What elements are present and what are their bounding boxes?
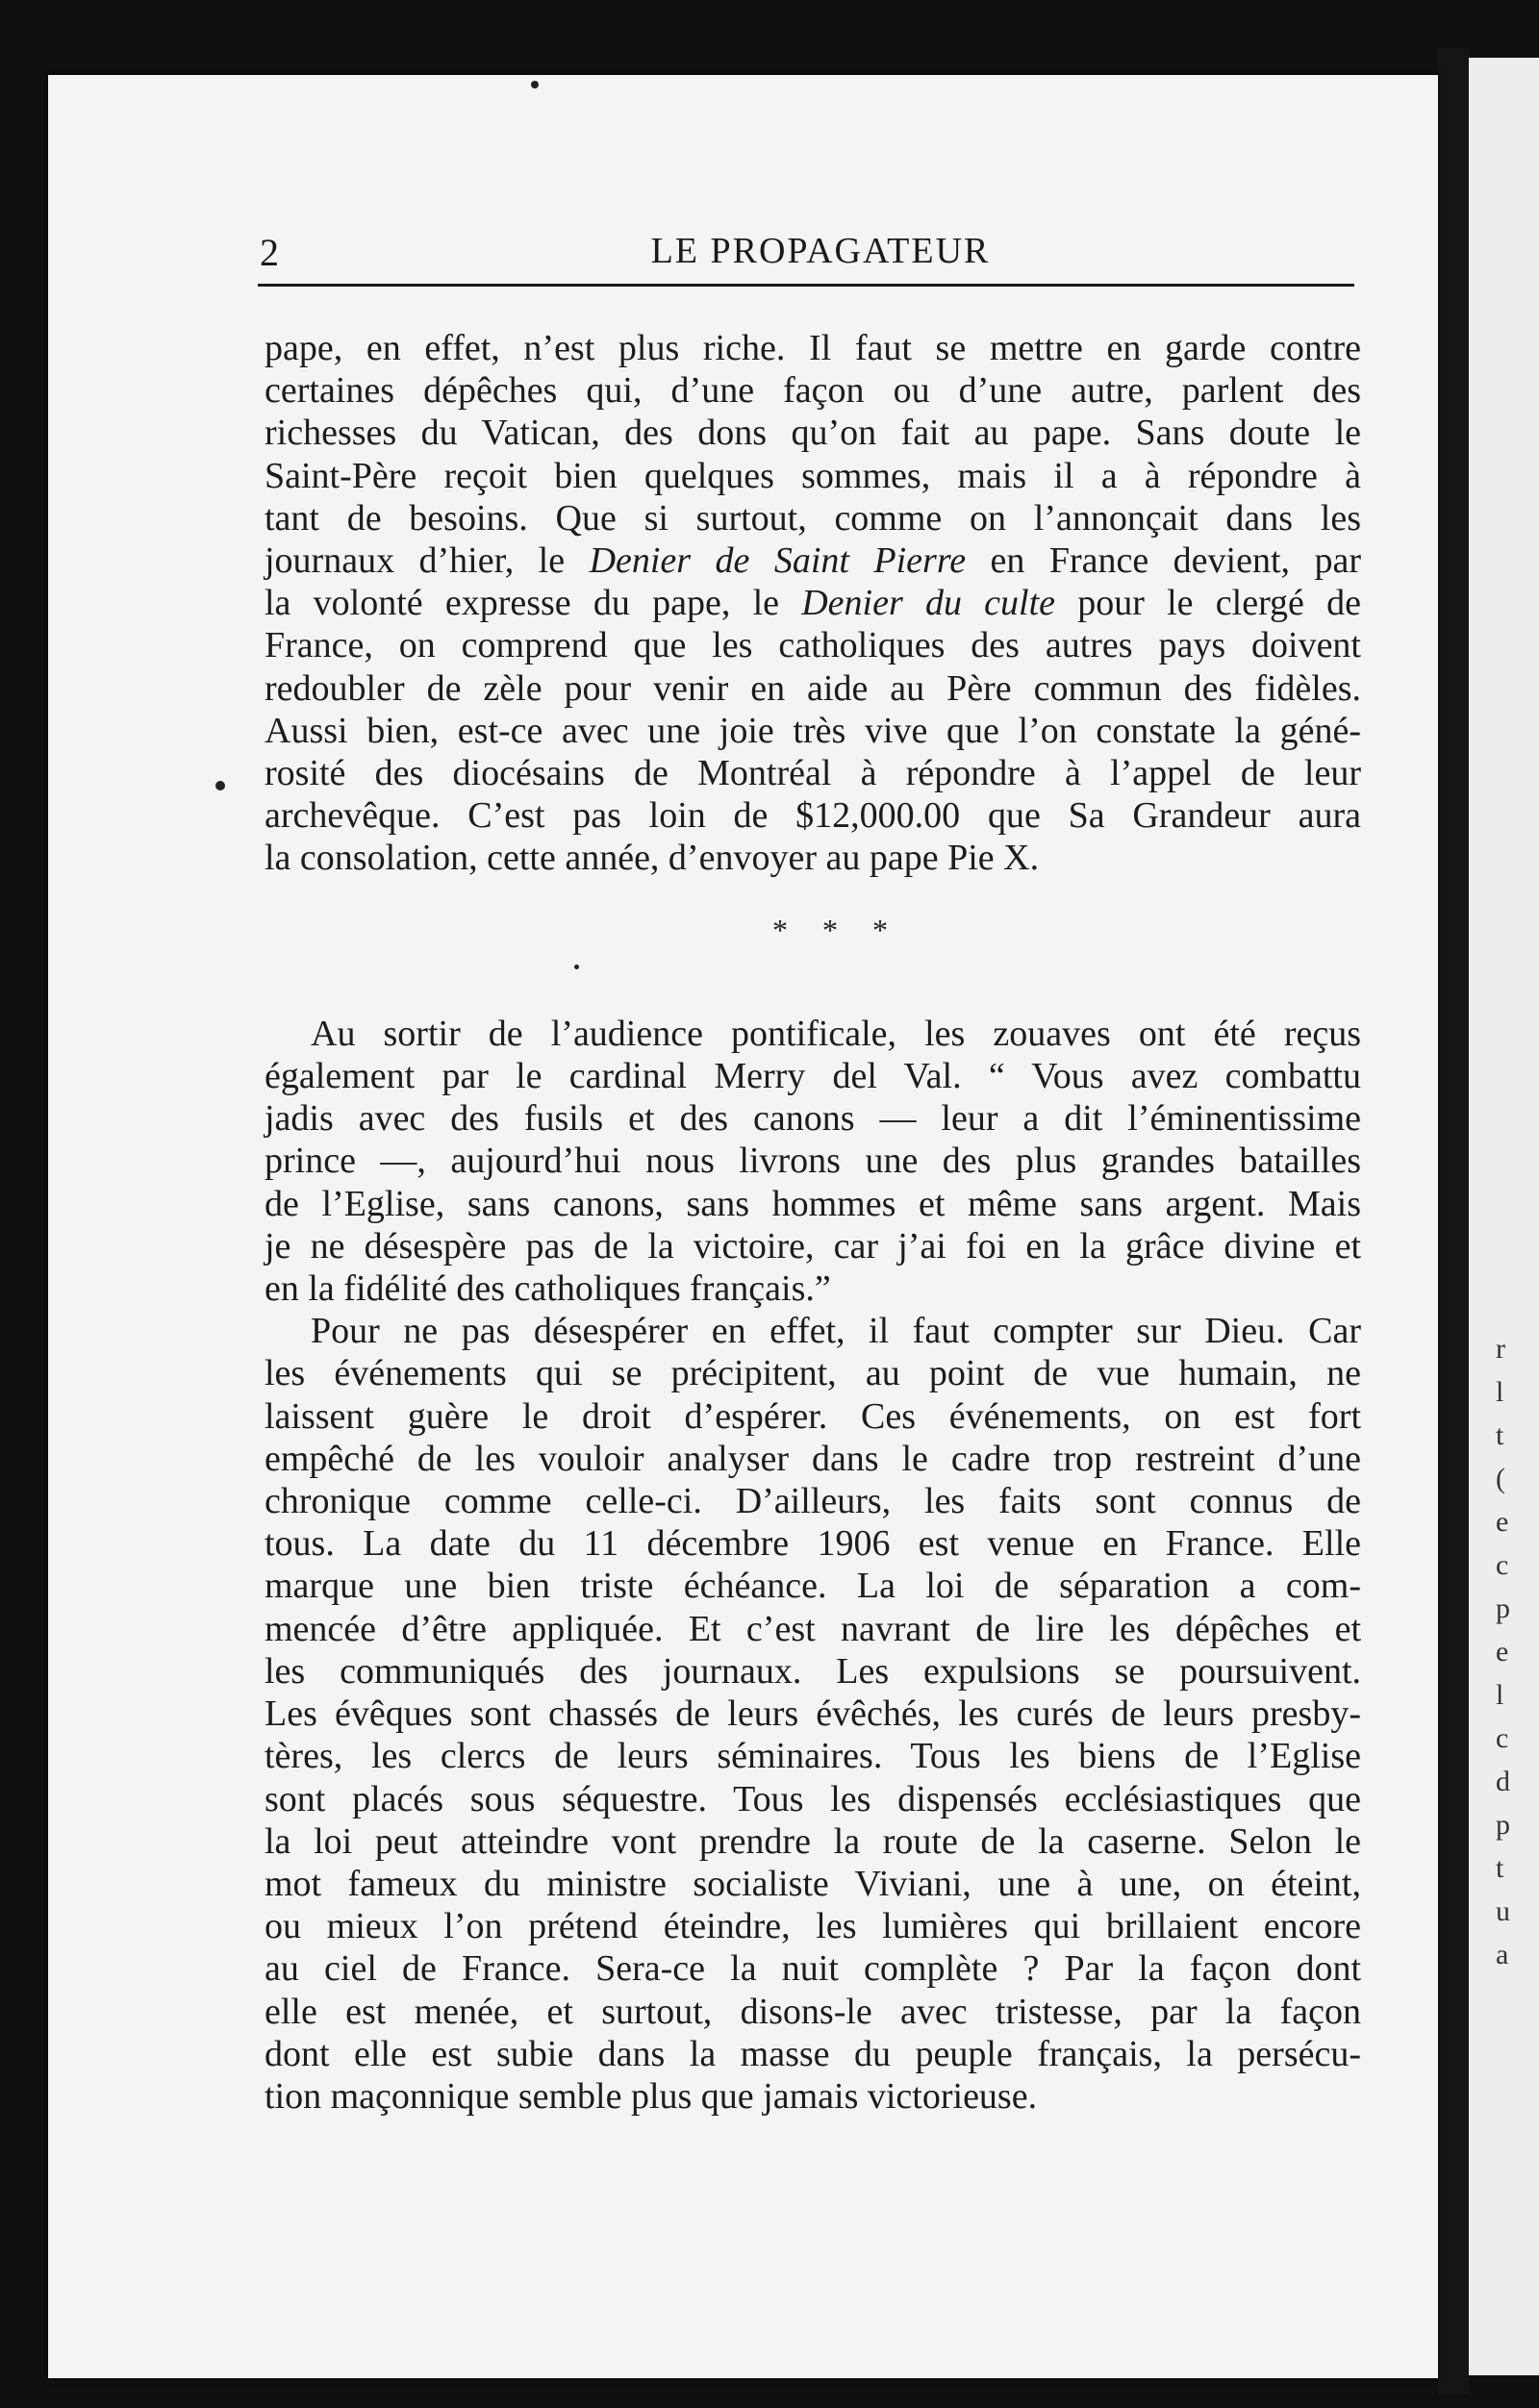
- text-line: laissent guère le droit d’espérer. Ces événements, on est fort: [265, 1395, 1361, 1437]
- text-run: pour le clergé de: [1055, 583, 1361, 624]
- text-line: je ne désespère pas de la victoire, car j’ai foi en la grâce divine et: [265, 1225, 1361, 1267]
- text-line: également par le cardinal Merry del Val. “ Vous avez combattu: [265, 1056, 1361, 1097]
- edge-fragment: c: [1496, 1549, 1509, 1581]
- text-run: en France devient, par: [966, 540, 1361, 582]
- edge-fragment: u: [1496, 1895, 1510, 1927]
- edge-fragment: a: [1496, 1939, 1509, 1970]
- edge-fragment: e: [1496, 1636, 1509, 1668]
- text-run: rosité des diocésains de Montréal à répondre à l’appel de leur: [265, 753, 1361, 794]
- text-run: redoubler de zèle pour venir en aide au Père commun des fidèles.: [265, 667, 1361, 709]
- text-line: Au sortir de l’audience pontificale, les zouaves ont été reçus: [311, 1013, 1361, 1054]
- text-line: [265, 837, 1361, 879]
- text-line: [265, 412, 1361, 454]
- text-line: la loi peut atteindre vont prendre la route de la caserne. Selon le: [265, 1820, 1361, 1862]
- text-line: prince —, aujourd’hui nous livrons une des plus grandes batailles: [265, 1141, 1361, 1182]
- edge-fragment: c: [1496, 1722, 1509, 1754]
- text-line: chronique comme celle-ci. D’ailleurs, les faits sont connus de: [265, 1481, 1361, 1522]
- text-line: [265, 497, 1361, 539]
- paragraph-1: [265, 327, 1361, 880]
- text-line: tous. La date du 11 décembre 1906 est venue en France. Elle: [265, 1523, 1361, 1565]
- text-run: archevêque. C’est pas loin de $12,000.00 que Sa Grandeur aura: [265, 795, 1361, 837]
- text-line: sont placés sous séquestre. Tous les dispensés ecclésiastiques que: [265, 1778, 1361, 1819]
- text-line: au ciel de France. Sera-ce la nuit complète ? Par la façon dont: [265, 1948, 1361, 1990]
- book-gutter: [1438, 48, 1469, 2395]
- text-line: empêché de les vouloir analyser dans le cadre trop restreint d’une: [265, 1438, 1361, 1479]
- text-run: pape, en effet, n’est plus riche. Il faut se mettre en garde contre: [265, 328, 1361, 368]
- text-run: France, on comprend que les catholiques des autres pays doivent: [265, 625, 1361, 666]
- text-line: en la fidélité des catholiques français.”: [265, 1268, 831, 1310]
- text-line: de l’Eglise, sans canons, sans hommes et même sans argent. Mais: [265, 1183, 1361, 1224]
- article-body: [265, 327, 1361, 2118]
- text-line: [265, 369, 1361, 412]
- page-header: [258, 224, 1354, 280]
- text-run: Saint-Père reçoit bien quelques sommes, mais il a à répondre à: [265, 455, 1361, 496]
- text-line: les événements qui se précipitent, au point de vue humain, ne: [265, 1353, 1361, 1394]
- text-line: [265, 667, 1361, 710]
- edge-fragment: p: [1496, 1593, 1510, 1624]
- text-line: marque une bien triste échéance. La loi de séparation a com-: [265, 1566, 1361, 1607]
- text-line: tion maçonnique semble plus que jamais victorieuse.: [265, 2075, 1038, 2117]
- edge-fragment: p: [1496, 1809, 1510, 1841]
- header-rule: [258, 284, 1354, 287]
- text-run: certaines dépêches qui, d’une façon ou d’une autre, parlent des: [265, 370, 1361, 412]
- text-line: jadis avec des fusils et des canons — leur a dit l’éminentissime: [265, 1098, 1361, 1140]
- edge-fragment: l: [1496, 1679, 1504, 1711]
- text-line: [265, 455, 1361, 497]
- page-number: 2: [260, 231, 279, 274]
- text-line: [265, 752, 1361, 794]
- text-line: mencée d’être appliquée. Et c’est navrant de lire les dépêches et: [265, 1608, 1361, 1649]
- text-line: dont elle est subie dans la masse du peuple français, la persécu-: [265, 2033, 1361, 2074]
- edge-fragment: t: [1496, 1419, 1504, 1451]
- text-line: Pour ne pas désespérer en effet, il faut compter sur Dieu. Car: [311, 1311, 1361, 1352]
- adjacent-page-text-fragments: [1496, 1327, 1539, 1976]
- text-line: Les évêques sont chassés de leurs évêchés, les curés de leurs presby-: [265, 1693, 1361, 1735]
- paragraph-3: [265, 1310, 1361, 2118]
- running-title: LE PROPAGATEUR: [650, 231, 991, 271]
- text-line: [265, 710, 1361, 752]
- text-run: tant de besoins. Que si surtout, comme on l’annonçait dans les: [265, 497, 1361, 539]
- text-line: [265, 327, 1361, 369]
- paragraph-2: [265, 1013, 1361, 1310]
- edge-fragment: t: [1496, 1852, 1504, 1884]
- text-line: [265, 539, 1361, 582]
- edge-fragment: r: [1496, 1333, 1505, 1365]
- italic-title: Denier du culte: [801, 583, 1056, 624]
- text-line: tères, les clercs de leurs séminaires. Tous les biens de l’Eglise: [265, 1736, 1361, 1777]
- scan-speck: [531, 81, 539, 88]
- italic-title: Denier de Saint Pierre: [589, 540, 967, 582]
- text-run: Aussi bien, est-ce avec une joie très vive que l’on constate la géné-: [265, 710, 1361, 751]
- adjacent-page-edge: [1469, 58, 1539, 2375]
- text-run: richesses du Vatican, des dons qu’on fait au pape. Sans doute le: [265, 413, 1361, 454]
- edge-fragment: d: [1496, 1766, 1510, 1797]
- edge-fragment: l: [1496, 1376, 1504, 1408]
- text-line: ou mieux l’on prétend éteindre, les lumières qui brillaient encore: [265, 1906, 1361, 1947]
- edge-fragment: e: [1496, 1506, 1509, 1538]
- scan-speck: [215, 781, 225, 790]
- text-run: la volonté expresse du pape, le: [265, 583, 802, 624]
- text-run: journaux d’hier, le: [265, 540, 590, 582]
- text-run: la consolation, cette année, d’envoyer au pape Pie X.: [265, 838, 1040, 879]
- text-line: [265, 794, 1361, 837]
- text-line: elle est menée, et surtout, disons-le avec tristesse, par la façon: [265, 1991, 1361, 2032]
- section-separator: * * *: [772, 912, 901, 947]
- text-line: [265, 624, 1361, 666]
- text-line: [265, 582, 1361, 624]
- text-line: les communiqués des journaux. Les expulsions se poursuivent.: [265, 1650, 1361, 1692]
- edge-fragment: (: [1496, 1463, 1505, 1494]
- text-line: mot fameux du ministre socialiste Viviani, une à une, on éteint,: [265, 1863, 1361, 1904]
